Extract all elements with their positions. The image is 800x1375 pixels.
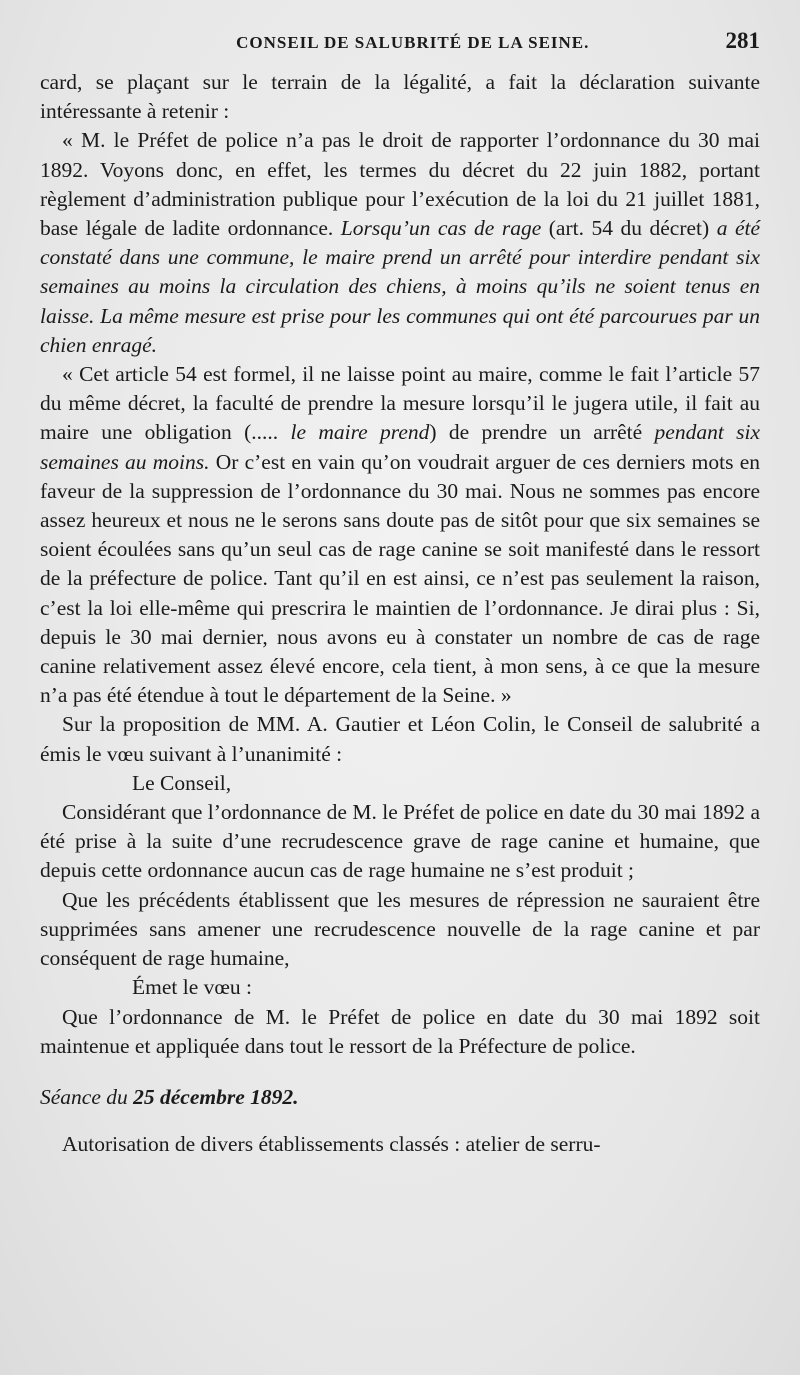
session-heading xyxy=(40,1083,760,1112)
quote-text: ) de prendre un arrêté xyxy=(429,420,655,445)
paragraph-voeu: Que l’ordonnance de M. le Préfet de police en date du 30 mai 1892 soit maintenue et appliquée dans tout le ressort de la Préfecture de police. xyxy=(40,1004,760,1058)
paragraph-precedents: Que les précédents établissent que les mesures de répression ne sauraient être supprimées sans amener une recrudescence nouvelle de la rage canine et par conséquent de rage humaine, xyxy=(40,887,760,971)
paragraph-proposal: Sur la proposition de MM. A. Gautier et Léon Colin, le Conseil de salubrité a émis le vœu suivant à l’unanimité : xyxy=(40,712,760,766)
italic-text: a été constaté dans une commune, le maire prend un arrêté pour interdire pendant six semaines au moins la circulation des chiens, à moins qu’ils ne soient tenus en laisse. La même mesure est prise pour les communes qui ont été parcourues par un chien enragé. xyxy=(40,216,761,357)
paragraph-quote-article xyxy=(40,360,760,710)
italic-text: pendant six semaines au moins. xyxy=(40,420,761,474)
quote-text: (art. 54 du décret) xyxy=(541,216,717,241)
quote-text: « M. le Préfet de police n’a pas le droit de rapporter l’ordonnance du 30 mai 1892. Voyons donc, en effet, les termes du décret du 22 juin 1882, portant règlement d’administration publique pour l’exécution de la loi du 21 juillet 1881, base légale de ladite ordonnance. xyxy=(40,128,760,241)
paragraph-emet-voeu: Émet le vœu : xyxy=(132,975,253,1000)
running-head: CONSEIL DE SALUBRITÉ DE LA SEINE. xyxy=(236,33,590,52)
italic-text: le maire prend xyxy=(290,420,430,445)
body-text xyxy=(40,68,760,1159)
italic-text: Lorsqu’un cas de rage xyxy=(340,216,542,241)
paragraph-continuation: card, se plaçant sur le terrain de la légalité, a fait la déclaration suivante intéressante à retenir : xyxy=(40,70,760,124)
paragraph-considerant: Considérant que l’ordonnance de M. le Préfet de police en date du 30 mai 1892 a été prise à la suite d’une recrudescence grave de rage canine et humaine, que depuis cette ordonnance aucun cas de rage humaine ne s’est produit ; xyxy=(40,800,760,883)
page-header xyxy=(40,28,760,64)
quote-text: Or c’est en vain qu’on voudrait arguer de ces derniers mots en faveur de la suppression de l’ordonnance du 30 mai. Nous ne sommes pas encore assez heureux et nous ne le serons sans doute pas de sitôt pour que six semaines se soient écoulées sans qu’un seul cas de rage canine se soit manifesté dans le ressort de la préfecture de police. Tant qu’il en est ainsi, ce n’est pas seulement la raison, c’est la loi elle-même qui prescrira le maintien de l’ordonnance. Je dirai plus : Si, depuis le 30 mai dernier, nous avons eu à constater un nombre de cas de rage canine relativement assez élevé encore, cela tient, à mon sens, à ce que la mesure n’a pas été étendue à tout le département de la Seine. » xyxy=(40,449,760,708)
paragraph-quote-decree xyxy=(40,126,760,360)
session-label: Séance du xyxy=(40,1084,134,1109)
quote-text: « Cet article 54 est formel, il ne laisse point au maire, comme le fait l’article 57 du même décret, la faculté de prendre la mesure lorsqu’il le jugera utile, il fait au maire une obligation (..... xyxy=(40,362,760,445)
paragraph-le-conseil: Le Conseil, xyxy=(132,770,232,795)
page-number: 281 xyxy=(725,28,760,53)
session-date: 25 décembre 1892. xyxy=(133,1084,299,1109)
paragraph-autorisation: Autorisation de divers établissements classés : atelier de serru- xyxy=(62,1132,601,1157)
